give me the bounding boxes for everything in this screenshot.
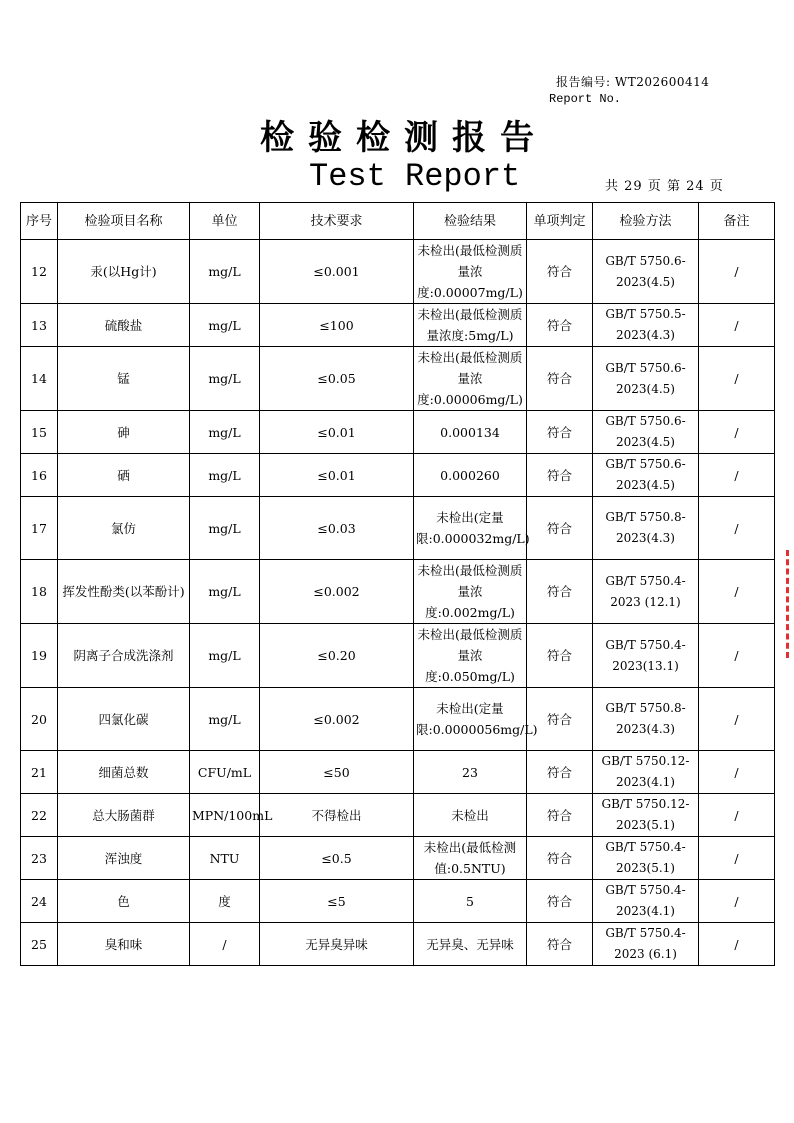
cell-unit: mg/L (190, 560, 260, 624)
cell-requirement: ≤100 (260, 304, 414, 347)
cell-note: / (699, 454, 775, 497)
col-header-unit: 单位 (190, 203, 260, 240)
cell-unit: mg/L (190, 304, 260, 347)
cell-method: GB/T 5750.4-2023 (12.1) (593, 560, 699, 624)
cell-result: 0.000134 (414, 411, 527, 454)
cell-result: 未检出(最低检测质量浓度:5mg/L) (414, 304, 527, 347)
cell-item: 四氯化碳 (58, 688, 190, 751)
table-row (21, 560, 775, 624)
cell-method: GB/T 5750.12-2023(5.1) (593, 794, 699, 837)
cell-method: GB/T 5750.6-2023(4.5) (593, 240, 699, 304)
col-header-note: 备注 (699, 203, 775, 240)
cell-result: 5 (414, 880, 527, 923)
cell-verdict: 符合 (527, 794, 593, 837)
cell-note: / (699, 751, 775, 794)
cell-item: 阴离子合成洗涤剂 (58, 624, 190, 688)
cell-verdict: 符合 (527, 304, 593, 347)
cell-result: 未检出(最低检测值:0.5NTU) (414, 837, 527, 880)
col-header-requirement: 技术要求 (260, 203, 414, 240)
cell-note: / (699, 923, 775, 966)
cell-note: / (699, 794, 775, 837)
cell-requirement: ≤0.01 (260, 411, 414, 454)
table-row (21, 304, 775, 347)
cell-result: 0.000260 (414, 454, 527, 497)
cell-requirement: ≤0.5 (260, 837, 414, 880)
col-header-item: 检验项目名称 (58, 203, 190, 240)
cell-method: GB/T 5750.6-2023(4.5) (593, 347, 699, 411)
cell-verdict: 符合 (527, 497, 593, 560)
cell-verdict: 符合 (527, 240, 593, 304)
cell-method: GB/T 5750.4-2023(13.1) (593, 624, 699, 688)
cell-verdict: 符合 (527, 347, 593, 411)
cell-no: 24 (21, 880, 58, 923)
cell-note: / (699, 240, 775, 304)
cell-item: 细菌总数 (58, 751, 190, 794)
table-row (21, 454, 775, 497)
cell-item: 挥发性酚类(以苯酚计) (58, 560, 190, 624)
cell-verdict: 符合 (527, 560, 593, 624)
cell-requirement: ≤0.002 (260, 688, 414, 751)
cell-unit: mg/L (190, 688, 260, 751)
cell-item: 浑浊度 (58, 837, 190, 880)
cell-note: / (699, 837, 775, 880)
cell-unit: mg/L (190, 624, 260, 688)
cell-requirement: ≤5 (260, 880, 414, 923)
cell-unit: 度 (190, 880, 260, 923)
table-row (21, 880, 775, 923)
cell-unit: mg/L (190, 240, 260, 304)
cell-requirement: ≤0.05 (260, 347, 414, 411)
cell-method: GB/T 5750.4-2023(4.1) (593, 880, 699, 923)
cell-method: GB/T 5750.4-2023(5.1) (593, 837, 699, 880)
col-header-method: 检验方法 (593, 203, 699, 240)
page-info: 共 29 页 第 24 页 (605, 179, 724, 194)
cell-unit: MPN/100mL (190, 794, 260, 837)
cell-note: / (699, 304, 775, 347)
cell-note: / (699, 624, 775, 688)
cell-method: GB/T 5750.5-2023(4.3) (593, 304, 699, 347)
cell-result: 未检出(定量限:0.0000056mg/L) (414, 688, 527, 751)
cell-result: 未检出 (414, 794, 527, 837)
cell-result: 未检出(最低检测质量浓度:0.00006mg/L) (414, 347, 527, 411)
table-row (21, 240, 775, 304)
cell-note: / (699, 497, 775, 560)
cell-no: 25 (21, 923, 58, 966)
cell-unit: NTU (190, 837, 260, 880)
cell-item: 氯仿 (58, 497, 190, 560)
cell-result: 未检出(最低检测质量浓度:0.002mg/L) (414, 560, 527, 624)
cell-verdict: 符合 (527, 454, 593, 497)
cell-verdict: 符合 (527, 923, 593, 966)
cell-result: 未检出(最低检测质量浓度:0.00007mg/L) (414, 240, 527, 304)
cell-no: 12 (21, 240, 58, 304)
cell-method: GB/T 5750.12-2023(4.1) (593, 751, 699, 794)
page-title-en: Test Report (309, 158, 521, 195)
cell-note: / (699, 560, 775, 624)
table-row (21, 794, 775, 837)
cell-method: GB/T 5750.4-2023 (6.1) (593, 923, 699, 966)
cell-no: 15 (21, 411, 58, 454)
col-header-result: 检验结果 (414, 203, 527, 240)
table-row (21, 624, 775, 688)
cell-requirement: ≤0.002 (260, 560, 414, 624)
cell-requirement: 不得检出 (260, 794, 414, 837)
cell-no: 13 (21, 304, 58, 347)
cell-no: 18 (21, 560, 58, 624)
cell-no: 17 (21, 497, 58, 560)
cell-no: 16 (21, 454, 58, 497)
cell-verdict: 符合 (527, 880, 593, 923)
cell-verdict: 符合 (527, 751, 593, 794)
table-row (21, 923, 775, 966)
cell-item: 汞(以Hg计) (58, 240, 190, 304)
cell-requirement: ≤0.03 (260, 497, 414, 560)
cell-note: / (699, 411, 775, 454)
cell-unit: mg/L (190, 497, 260, 560)
report-number: 报告编号: WT202600414 (556, 75, 710, 89)
cell-requirement: ≤0.01 (260, 454, 414, 497)
table-header-row (21, 203, 775, 240)
cell-item: 总大肠菌群 (58, 794, 190, 837)
cell-note: / (699, 880, 775, 923)
cell-no: 23 (21, 837, 58, 880)
col-header-verdict: 单项判定 (527, 203, 593, 240)
report-number-label-en: Report No. (549, 92, 622, 106)
cell-result: 无异臭、无异味 (414, 923, 527, 966)
table-row (21, 347, 775, 411)
results-table (20, 202, 775, 966)
cell-requirement: ≤50 (260, 751, 414, 794)
cell-item: 色 (58, 880, 190, 923)
table-row (21, 497, 775, 560)
cell-result: 未检出(定量限:0.000032mg/L) (414, 497, 527, 560)
cell-no: 19 (21, 624, 58, 688)
table-row (21, 411, 775, 454)
cell-requirement: ≤0.001 (260, 240, 414, 304)
cell-result: 23 (414, 751, 527, 794)
cell-requirement: ≤0.20 (260, 624, 414, 688)
cell-method: GB/T 5750.6-2023(4.5) (593, 454, 699, 497)
cell-verdict: 符合 (527, 624, 593, 688)
table-row (21, 688, 775, 751)
table-row (21, 837, 775, 880)
page-title: 检验检测报告 (260, 118, 548, 158)
col-header-no: 序号 (21, 203, 58, 240)
cell-item: 硫酸盐 (58, 304, 190, 347)
table-row (21, 751, 775, 794)
cell-unit: CFU/mL (190, 751, 260, 794)
cell-requirement: 无异臭异味 (260, 923, 414, 966)
table-body (21, 240, 775, 966)
cell-no: 22 (21, 794, 58, 837)
cell-item: 砷 (58, 411, 190, 454)
cell-unit: / (190, 923, 260, 966)
cell-no: 14 (21, 347, 58, 411)
cell-result: 未检出(最低检测质量浓度:0.050mg/L) (414, 624, 527, 688)
cell-method: GB/T 5750.8-2023(4.3) (593, 688, 699, 751)
cell-item: 臭和味 (58, 923, 190, 966)
cell-item: 锰 (58, 347, 190, 411)
cell-no: 20 (21, 688, 58, 751)
cell-unit: mg/L (190, 411, 260, 454)
cell-unit: mg/L (190, 347, 260, 411)
cell-verdict: 符合 (527, 411, 593, 454)
cell-verdict: 符合 (527, 688, 593, 751)
seal-stamp-edge (786, 550, 794, 658)
cell-note: / (699, 347, 775, 411)
cell-unit: mg/L (190, 454, 260, 497)
cell-verdict: 符合 (527, 837, 593, 880)
cell-note: / (699, 688, 775, 751)
cell-method: GB/T 5750.8-2023(4.3) (593, 497, 699, 560)
cell-item: 硒 (58, 454, 190, 497)
cell-method: GB/T 5750.6-2023(4.5) (593, 411, 699, 454)
cell-no: 21 (21, 751, 58, 794)
